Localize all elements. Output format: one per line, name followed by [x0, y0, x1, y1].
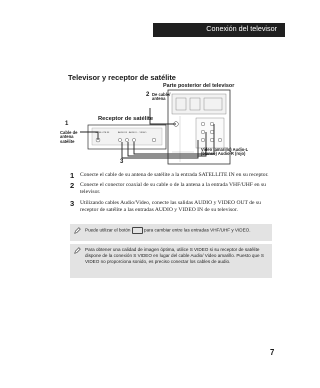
- step-text: Utilizando cables Audio/Video, conecte las salidas AUDIO y VIDEO OUT de su receptor de satélite a las entradas AUDIO y VIDEO IN de su televisor.: [80, 199, 261, 213]
- tv-video-button-icon: [132, 227, 143, 234]
- step-number: 2: [70, 181, 75, 191]
- step-item: [70, 182, 270, 196]
- note-text: [85, 224, 272, 234]
- step-text: Conecte el cable de su antena de satélite a la entrada SATELLITE IN en su receptor.: [80, 172, 269, 178]
- satellite-cable-label: Cable de antena satélite: [60, 130, 78, 144]
- note-text-part: para cambiar entre las entradas VHF/UHF y VIDEO.: [144, 227, 251, 233]
- receiver-label: Receptor de satélite: [98, 116, 154, 122]
- step-item: [70, 200, 270, 214]
- callout-2: 2: [146, 92, 150, 98]
- callout-1: 1: [65, 121, 69, 127]
- step-text: Conecte el conector coaxial de su cable o de la antena a la entrada VHF/UHF en su televisor.: [80, 182, 266, 196]
- satellite-receiver: [88, 125, 166, 149]
- svg-text:SATELLITE IN: SATELLITE IN: [95, 132, 110, 134]
- step-number: 1: [70, 171, 75, 180]
- step-number: 3: [70, 198, 75, 208]
- header-title: Conexión del televisor: [206, 24, 277, 33]
- note-text: Para obtener una calidad de imagen óptima, utilice S VIDEO si su receptor de satélite dispone de la conexión S VIDEO en lugar del cable Audio/ Video amarillo. Puesto que S VIDEO no proporciona sonido, es preciso conectar los cables de audio.: [85, 247, 264, 265]
- callout-3: 3: [120, 159, 124, 165]
- note-text-part: Puede utilizar el botón: [85, 227, 131, 233]
- svg-text:AUDIO R · AUDIO L · VIDEO: AUDIO R · AUDIO L · VIDEO: [118, 132, 147, 134]
- de-cable-antenna-label: De cable/ antena: [152, 92, 171, 102]
- step-item: [70, 172, 270, 179]
- section-title: Televisor y receptor de satélite: [68, 73, 176, 82]
- steps-list: [70, 172, 270, 217]
- note-box: [70, 244, 272, 278]
- av-cable-label: Video (amarillo) Audio-L (blanco) Audio-R (rojo): [201, 147, 249, 157]
- tv-rear-label: Parte posterior del televisor: [163, 83, 235, 89]
- page-number: 7: [270, 348, 275, 357]
- pencil-icon: [74, 227, 81, 234]
- pencil-icon: [74, 247, 81, 254]
- note-box: [70, 224, 272, 241]
